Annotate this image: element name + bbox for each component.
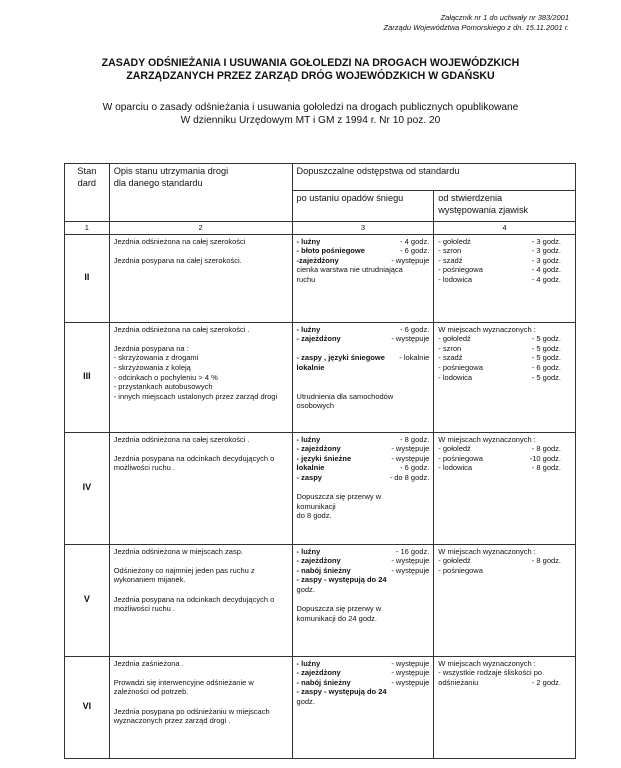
deviation-item (297, 454, 430, 464)
deviation-label: - luźny (296, 658, 321, 668)
deviation-value: - 6 godz. (400, 324, 430, 334)
phenomenon-label: - gołoledź (438, 444, 471, 454)
description-line (114, 246, 288, 256)
deviation-item (297, 353, 430, 363)
deviation-item (297, 502, 430, 512)
description-line: możliwości ruchu . (113, 604, 175, 614)
phenomena-heading: W miejscach wyznaczonych : (438, 324, 536, 334)
description-line: wyznaczonych przez zarząd drogi . (113, 716, 231, 726)
phenomenon-label: - gołoledź (438, 334, 471, 344)
deviation-label: - zajeżdżony (296, 668, 341, 678)
description-line: możliwości ruchu . (113, 463, 175, 473)
deviation-label: lokalnie (296, 463, 325, 473)
phenomenon-item (438, 668, 571, 678)
phenomena-deviations (434, 322, 576, 432)
phenomenon-label: - wszystkie rodzaje śliskości po (438, 668, 543, 678)
phenomena-deviations (434, 432, 576, 544)
annex-reference (383, 13, 569, 33)
standard-description (109, 656, 292, 758)
standard-number: II (65, 234, 110, 322)
deviation-item (297, 435, 430, 445)
column-number-3: 3 (292, 222, 434, 235)
deviation-item (297, 246, 430, 256)
deviation-item (297, 382, 430, 392)
after-snow-deviations (292, 432, 434, 544)
deviation-value: - występuje (391, 658, 430, 668)
deviation-item (297, 604, 430, 614)
after-snow-deviations (292, 322, 434, 432)
phenomenon-label: - pośniegowa (438, 362, 483, 372)
deviation-value: - 4 godz. (400, 236, 430, 246)
deviation-label: - zajeżdżony (296, 444, 341, 454)
standard-number: IV (65, 432, 110, 544)
phenomena-deviations (434, 234, 576, 322)
deviation-label: - błoto pośniegowe (296, 246, 365, 256)
phenomenon-value: - 8 godz. (531, 444, 561, 454)
deviation-item (297, 697, 430, 707)
deviation-item (297, 237, 430, 247)
deviation-value: - 8 godz. (400, 434, 430, 444)
table-row (65, 544, 576, 656)
description-line (114, 556, 288, 566)
phenomenon-item (438, 246, 571, 256)
description-line: Jezdnia odśnieżona na całej szerokości (113, 236, 246, 246)
deviation-label: - zaspy - występują do 24 (296, 687, 387, 697)
deviation-item (297, 566, 430, 576)
deviation-value: - występuje (391, 565, 430, 575)
description-line: Prowadzi się interwencyjne odśnieżanie w (113, 677, 254, 687)
description-line: - skrzyżowania z koleją (113, 362, 191, 372)
annex-line-1: Załącznik nr 1 do uchwały nr 383/2001 (440, 13, 569, 22)
deviation-label: - zaspy (296, 472, 322, 482)
column-number-2: 2 (109, 222, 292, 235)
phenomenon-label: - szadź (438, 255, 463, 265)
annex-line-2: Zarządu Województwa Pomorskiego z dn. 15.11.2001 r. (383, 23, 569, 32)
deviation-label: Dopuszcza się przerwy w (296, 492, 382, 502)
standard-number: V (65, 544, 110, 656)
phenomenon-value: - 2 godz. (531, 677, 561, 687)
deviation-label: godz. (296, 696, 315, 706)
description-line: Jezdnia posypana na odcinkach decydujących o (113, 594, 275, 604)
phenomenon-label: - szron (438, 343, 462, 353)
deviation-item (297, 463, 430, 473)
deviation-value: - występuje (391, 556, 430, 566)
table-row (65, 656, 576, 758)
deviation-item (297, 659, 430, 669)
deviation-item (297, 511, 430, 521)
deviation-item (297, 687, 430, 697)
description-line: Jezdnia zaśnieżona . (113, 658, 184, 668)
deviation-value: - występuje (391, 668, 430, 678)
deviation-label: - języki śnieżne (296, 453, 352, 463)
phenomenon-value: - 5 godz. (531, 334, 561, 344)
phenomenon-item (438, 373, 571, 383)
phenomenon-label: - gołoledź (438, 556, 471, 566)
phenomenon-value: - 4 godz. (531, 274, 561, 284)
after-snow-deviations (292, 544, 434, 656)
deviation-label: - nabój śnieżny (296, 677, 351, 687)
header-deviations: Dopuszczalne odstępstwa od standardu (292, 164, 575, 191)
phenomena-deviations (434, 544, 576, 656)
header-phenomena: od stwierdzenia występowania zjawisk (434, 191, 576, 222)
phenomenon-value: - 4 godz. (531, 265, 561, 275)
deviation-label: komunikacji (296, 501, 336, 511)
phenomenon-value: - 8 godz. (531, 463, 561, 473)
deviation-item (297, 547, 430, 557)
deviation-item (297, 473, 430, 483)
description-line: Jezdnia posypana na : (113, 343, 189, 353)
description-line: - przystankach autobusowych (113, 382, 213, 392)
deviation-item (297, 556, 430, 566)
phenomenon-value: - 8 godz. (531, 556, 561, 566)
deviation-value: - występuje (391, 677, 430, 687)
deviation-label: godz. (296, 584, 315, 594)
after-snow-deviations (292, 656, 434, 758)
subtitle-line-1: W oparciu o zasady odśnieżania i usuwania gołoledzi na drogach publicznych opublikowane (102, 102, 519, 113)
deviation-value: - występuje (391, 255, 430, 265)
standard-number: III (65, 322, 110, 432)
standard-description (109, 432, 292, 544)
phenomenon-value: - 6 godz. (531, 362, 561, 372)
description-line: - odcinkach o pochyleniu > 4 % (113, 372, 218, 382)
phenomenon-value: - 5 godz. (531, 343, 561, 353)
phenomenon-value: - 5 godz. (531, 353, 561, 363)
column-number-4: 4 (434, 222, 576, 235)
standard-number: VI (65, 656, 110, 758)
phenomena-heading: W miejscach wyznaczonych : (438, 658, 536, 668)
description-line: zależności od potrzeb. (113, 687, 189, 697)
deviation-label: -zajeżdżony (296, 255, 339, 265)
deviation-item (297, 678, 430, 688)
deviation-label: - luźny (296, 434, 321, 444)
deviation-label: ruchu (296, 274, 316, 284)
table-row (65, 234, 576, 322)
deviation-item (297, 275, 430, 285)
phenomenon-label: - pośniegowa (438, 453, 483, 463)
standard-description (109, 234, 292, 322)
deviation-value: - 6 godz. (400, 246, 430, 256)
deviation-label: - zajeżdżony (296, 556, 341, 566)
phenomenon-item (438, 237, 571, 247)
phenomenon-item (438, 265, 571, 275)
deviation-label: lokalnie (296, 362, 325, 372)
deviation-value: - 6 godz. (400, 463, 430, 473)
phenomenon-item (438, 556, 571, 566)
phenomenon-label: - gołoledź (438, 236, 471, 246)
phenomenon-item (438, 678, 571, 688)
deviation-item (297, 325, 430, 335)
phenomenon-label: odśnieżaniu (438, 677, 479, 687)
phenomenon-label: - szadź (438, 353, 463, 363)
description-line: Jezdnia posypana na odcinkach decydujących o (113, 453, 275, 463)
table-row (65, 432, 576, 544)
deviation-item (297, 401, 430, 411)
phenomenon-value: -10 godz. (529, 453, 561, 463)
deviation-label: - zaspy - występują do 24 (296, 575, 387, 585)
phenomenon-label: - lodowica (438, 372, 473, 382)
deviation-item (297, 373, 430, 383)
phenomenon-value: - 3 godz. (531, 246, 561, 256)
deviation-label: - zaspy , języki śniegowe (296, 353, 385, 363)
phenomenon-item (438, 353, 571, 363)
deviation-label: do 8 godz. (296, 511, 332, 521)
title-line-2: ZARZĄDZANYCH PRZEZ ZARZĄD DRÓG WOJEWÓDZKICH W GDAŃSKU (126, 70, 495, 82)
phenomenon-label: - szron (438, 246, 462, 256)
phenomena-heading: W miejscach wyznaczonych : (438, 546, 536, 556)
deviation-item (297, 334, 430, 344)
phenomenon-item (438, 454, 571, 464)
subtitle-line-2: W dzienniku Urzędowym MT i GM z 1994 r. Nr 10 poz. 20 (180, 115, 441, 126)
deviation-label: - nabój śnieżny (296, 565, 351, 575)
deviation-label: - luźny (296, 236, 321, 246)
deviation-item (297, 344, 430, 354)
phenomenon-value: - 3 godz. (531, 236, 561, 246)
phenomena-heading: W miejscach wyznaczonych : (438, 434, 536, 444)
description-line: Jezdnia posypana po odśnieżaniu w miejscach (113, 706, 270, 716)
description-line: - innych miejscach ustalonych przez zarząd drogi (113, 391, 278, 401)
table-row (65, 322, 576, 432)
standard-description (109, 322, 292, 432)
deviation-label: osobowych (296, 401, 335, 411)
deviation-value: - 16 godz. (395, 546, 430, 556)
deviation-label: - luźny (296, 324, 321, 334)
header-description: Opis stanu utrzymania drogi dla danego standardu (109, 164, 292, 222)
description-line: Jezdnia posypana na całej szerokości. (113, 255, 242, 265)
description-line: Jezdnia odśnieżona na całej szerokości . (113, 324, 250, 334)
description-line: - skrzyżowania z drogami (113, 353, 199, 363)
standard-description (109, 544, 292, 656)
description-line: wykonaniem mijanek. (113, 575, 186, 585)
deviation-item (297, 492, 430, 502)
deviation-label: cienka warstwa nie utrudniająca (296, 265, 403, 275)
phenomenon-label: - pośniegowa (438, 265, 483, 275)
deviation-item (297, 363, 430, 373)
deviation-value: - do 8 godz. (389, 472, 430, 482)
phenomenon-item (438, 344, 571, 354)
document-title (0, 57, 621, 83)
description-line (114, 334, 288, 344)
deviation-item (297, 256, 430, 266)
phenomenon-label: - pośniegowa (438, 565, 483, 575)
title-line-1: ZASADY ODŚNIEŻANIA I USUWANIA GOŁOLEDZI NA DROGACH WOJEWÓDZKICH (101, 57, 520, 69)
deviation-value: - występuje (391, 444, 430, 454)
phenomenon-item (438, 566, 571, 576)
deviation-label: Utrudnienia dla samochodów (296, 391, 394, 401)
description-line: Jezdnia odśnieżona w miejscach zasp. (113, 546, 243, 556)
description-line: Odśnieżony co najmniej jeden pas ruchu z (113, 565, 255, 575)
deviation-value: - występuje (391, 453, 430, 463)
phenomenon-item (438, 363, 571, 373)
document-subtitle (0, 101, 621, 127)
phenomenon-item (438, 275, 571, 285)
deviation-value: - lokalnie (399, 353, 430, 363)
deviation-item (297, 595, 430, 605)
header-after-snow: po ustaniu opadów śniegu (292, 191, 434, 222)
deviation-item (297, 392, 430, 402)
deviation-item (297, 444, 430, 454)
deviation-label: - zajeżdżony (296, 334, 341, 344)
deviation-item (297, 483, 430, 493)
deviation-value: - występuje (391, 334, 430, 344)
phenomenon-item (438, 463, 571, 473)
phenomenon-label: - lodowica (438, 463, 473, 473)
deviation-item (297, 265, 430, 275)
header-standard: Stan dard (65, 164, 110, 222)
deviation-item (297, 575, 430, 585)
deviation-item (297, 668, 430, 678)
phenomenon-item (438, 334, 571, 344)
phenomenon-value: - 5 godz. (531, 372, 561, 382)
phenomenon-item (438, 444, 571, 454)
deviation-label: Dopuszcza się przerwy w (296, 604, 382, 614)
deviation-label: komunikacji do 24 godz. (296, 613, 377, 623)
phenomenon-value: - 3 godz. (531, 255, 561, 265)
phenomenon-item (438, 256, 571, 266)
deviation-label: - luźny (296, 546, 321, 556)
deviation-item (297, 585, 430, 595)
column-number-1: 1 (65, 222, 110, 235)
description-line (114, 668, 288, 678)
description-line (114, 444, 288, 454)
description-line (114, 585, 288, 595)
description-line (114, 697, 288, 707)
phenomena-deviations (434, 656, 576, 758)
deviation-item (297, 614, 430, 624)
after-snow-deviations (292, 234, 434, 322)
description-line: Jezdnia odśnieżona na całej szerokości . (113, 434, 250, 444)
standards-table (64, 163, 576, 759)
phenomenon-label: - lodowica (438, 274, 473, 284)
